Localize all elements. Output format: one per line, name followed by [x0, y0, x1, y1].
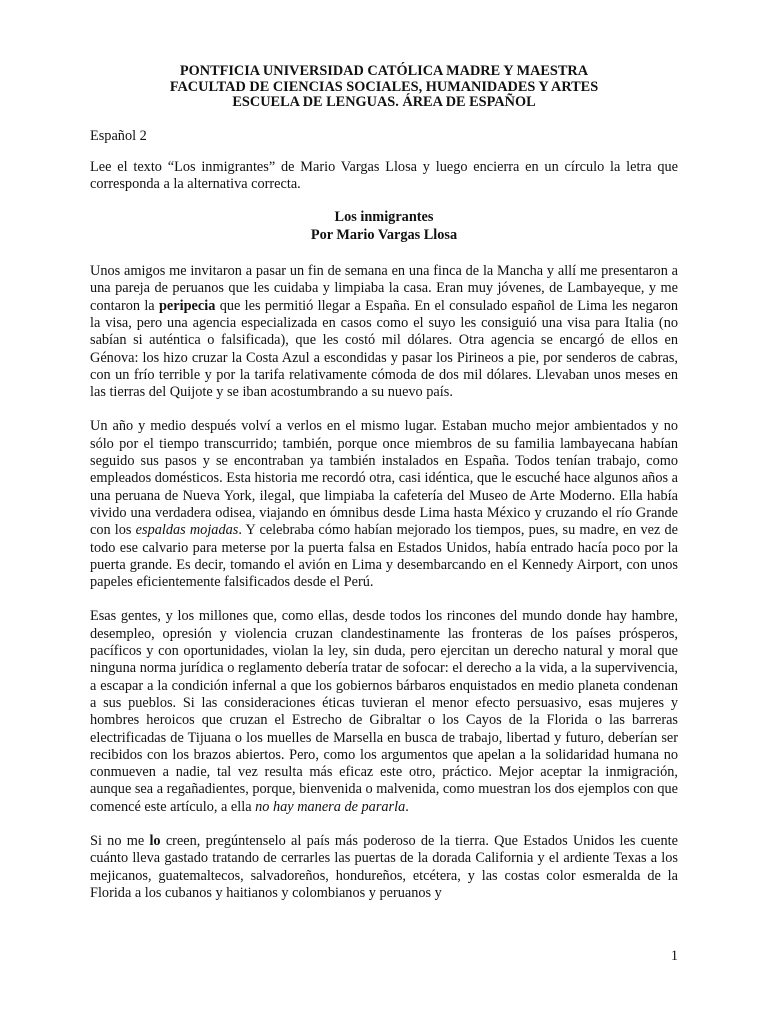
- phrase-no-hay-manera: no hay manera de pararla: [255, 798, 406, 815]
- paragraph-4-text-a: Si no me: [90, 833, 150, 849]
- instructions: Lee el texto “Los inmigrantes” de Mario Vargas Llosa y luego encierra en un círculo la letra que corresponda a la alternativa correcta.: [90, 158, 678, 192]
- text-title-block: [90, 209, 678, 244]
- phrase-espaldas-mojadas: espaldas mojadas: [135, 522, 239, 539]
- keyword-peripecia: peripecia: [158, 297, 216, 314]
- keyword-lo: lo: [149, 833, 161, 849]
- paragraph-3-text-b: .: [405, 798, 409, 815]
- text-title: Los inmigrantes: [334, 209, 434, 226]
- paragraph-1-text-b: que les permitió llegar a España. En el consulado español de Lima les negaron la visa, pero una agencia especializada en casos como el suyo les consiguió una visa para Italia (no sabían si auténtica o falsificada), que les costó mil dólares. Otra agencia se encargó de ellos en Génova: los hizo cruzar la Costa Azul a escondidas y pasar los Pirineos a pie, por senderos de cabras, con un frío terrible y por la tarifa relativamente cómoda de dos mil dólares. Llevaban unos meses en las tierras del Quijote y se iban acostumbrando a su nuevo país.: [90, 297, 678, 401]
- paragraph-4: [90, 833, 678, 902]
- header-faculty: FACULTAD DE CIENCIAS SOCIALES, HUMANIDADES Y ARTES: [169, 78, 599, 95]
- page-number: 1: [670, 948, 678, 964]
- header-school: ESCUELA DE LENGUAS. ÁREA DE ESPAÑOL: [232, 94, 536, 110]
- paragraph-2: [90, 418, 678, 591]
- paragraph-3-text-a: Esas gentes, y los millones que, como ellas, desde todos los rincones del mundo donde hay hambre, desempleo, opresión y violencia cruzan clandestinamente las fronteras de los países prósperos, pacíficos y con oportunidades, violan la ley, sin duda, pero ejercitan un derecho natural y moral que ninguna norma jurídica o reglamento debería tratar de sofocar: el derecho a la vida, a la supervivencia, a escapar a la condición infernal a que los gobiernos bárbaros enquistados en medio planeta condenan a sus pueblos. Si las consideraciones éticas tuvieran el menor efecto persuasivo, esas mujeres y hombres heroicos que cruzan el Estrecho de Gibraltar o los Cayos de la Florida o las barreras electrificadas de Tijuana o los muelles de Marsella en busca de trabajo, libertad y futuro, deberían ser recibidos con los brazos abiertos. Pero, como los argumentos que apelan a la solidaridad humana no conmueven a nadie, tal vez resulta más eficaz este otro, práctico. Mejor aceptar la inmigración, aunque sea a regañadientes, porque, bienvenida o malvenida, como muestran los dos ejemplos con que comencé este artículo, a ella: [90, 608, 678, 815]
- paragraph-2-text-b: . Y celebraba cómo habían mejorado los tiempos, pues, su madre, en vez de todo ese calvario para meterse por la puerta falsa en Estados Unidos, había entrado hacía poco por la puerta grande. Es decir, tomando el avión en Lima y desembarcando en el Kennedy Airport, con unos papeles eficientemente falsificados desde el Perú.: [90, 522, 678, 591]
- document-header: [90, 64, 678, 111]
- paragraph-1-text-a: Unos amigos me invitaron a pasar un fin de semana en una finca de la Mancha y allí me presentaron a una pareja de peruanos que les cuidaba y limpiaba la casa. Eran muy jóvenes, de Lambayeque, y me contaron la: [90, 263, 678, 314]
- text-author: Por Mario Vargas Llosa: [310, 226, 458, 243]
- course-name: Español 2: [90, 127, 147, 144]
- paragraph-3: [90, 608, 678, 816]
- header-university: PONTFICIA UNIVERSIDAD CATÓLICA MADRE Y MAESTRA: [179, 63, 589, 79]
- paragraph-1: [90, 263, 678, 401]
- paragraph-2-text-a: Un año y medio después volví a verlos en el mismo lugar. Estaban mucho mejor ambientados y no sólo por el tiempo transcurrido; también, porque once miembros de su familia lambayecana habían seguido sus pasos y se encontraban ya también instalados en España. Todos tenían trabajo, como empleados domésticos. Esta historia me recordó otra, casi idéntica, que le escuché hace algunos años a una peruana de Nueva York, ilegal, que limpiaba la cafetería del Museo de Arte Moderno. Ella había vivido una verdadera odisea, viajando en ómnibus desde Lima hasta México y cruzando el río Grande con los: [90, 418, 678, 539]
- paragraph-4-text-b: creen, pregúntenselo al país más poderoso de la tierra. Que Estados Unidos les cuente cuánto lleva gastado tratando de cerrarles las puertas de la dorada California y el ardiente Texas a los mejicanos, guatemaltecos, salvadoreños, hondureños, etcétera, y las costas color esmeralda de la Florida a los cubanos y haitianos y colombianos y peruanos y: [90, 833, 678, 901]
